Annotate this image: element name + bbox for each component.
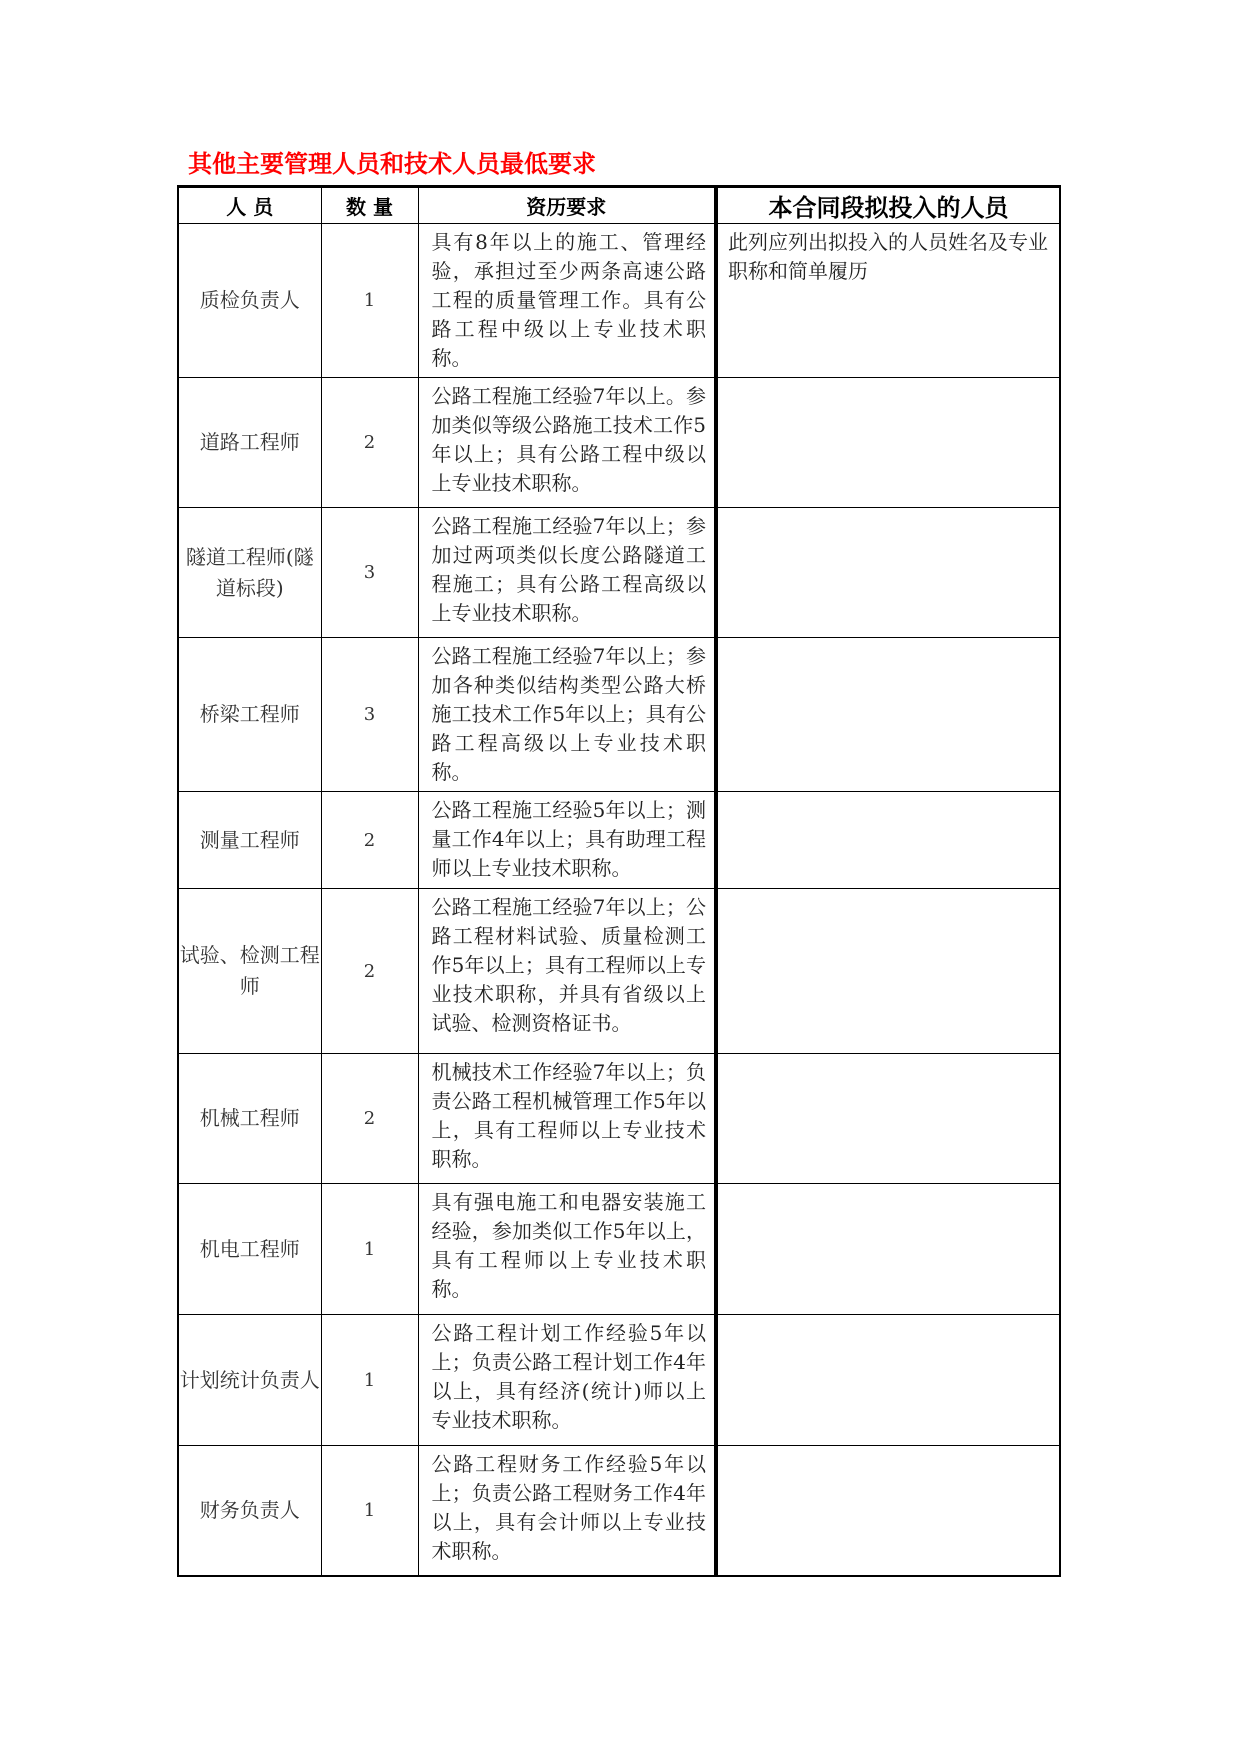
person-cell: 财务负责人 xyxy=(178,1446,321,1576)
person-cell: 试验、检测工程师 xyxy=(178,889,321,1054)
quantity-cell: 1 xyxy=(321,1446,418,1576)
proposed-cell: 此列应列出拟投入的人员姓名及专业职称和简单履历 xyxy=(716,224,1060,378)
header-proposed: 本合同段拟投入的人员 xyxy=(716,187,1060,224)
proposed-cell xyxy=(716,638,1060,792)
proposed-cell xyxy=(716,1184,1060,1315)
proposed-cell xyxy=(716,1054,1060,1184)
header-requirement: 资历要求 xyxy=(418,187,716,224)
person-cell: 隧道工程师(隧道标段) xyxy=(178,508,321,638)
requirement-cell: 具有8年以上的施工、管理经验，承担过至少两条高速公路工程的质量管理工作。具有公路工程中级以上专业技术职称。 xyxy=(418,224,716,378)
requirement-cell: 公路工程施工经验5年以上；测量工作4年以上；具有助理工程师以上专业技术职称。 xyxy=(418,792,716,889)
table-row xyxy=(178,1054,1060,1184)
page-title: 其他主要管理人员和技术人员最低要求 xyxy=(188,150,596,178)
quantity-cell: 3 xyxy=(321,508,418,638)
table-row xyxy=(178,224,1060,378)
quantity-cell: 2 xyxy=(321,889,418,1054)
header-quantity: 数 量 xyxy=(321,187,418,224)
requirement-cell: 具有强电施工和电器安装施工经验，参加类似工作5年以上，具有工程师以上专业技术职称。 xyxy=(418,1184,716,1315)
person-cell: 测量工程师 xyxy=(178,792,321,889)
quantity-cell: 2 xyxy=(321,378,418,508)
quantity-cell: 2 xyxy=(321,1054,418,1184)
person-cell: 计划统计负责人 xyxy=(178,1315,321,1446)
table-row xyxy=(178,1315,1060,1446)
requirement-cell: 机械技术工作经验7年以上；负责公路工程机械管理工作5年以上，具有工程师以上专业技术职称。 xyxy=(418,1054,716,1184)
requirement-cell: 公路工程施工经验7年以上；参加各种类似结构类型公路大桥施工技术工作5年以上；具有公路工程高级以上专业技术职称。 xyxy=(418,638,716,792)
proposed-cell xyxy=(716,889,1060,1054)
requirements-table xyxy=(177,185,1061,1577)
table-row xyxy=(178,792,1060,889)
table-row xyxy=(178,638,1060,792)
quantity-cell: 2 xyxy=(321,792,418,889)
quantity-cell: 3 xyxy=(321,638,418,792)
table-header-row xyxy=(178,187,1060,224)
proposed-cell xyxy=(716,792,1060,889)
table-row xyxy=(178,508,1060,638)
proposed-cell xyxy=(716,378,1060,508)
table-row xyxy=(178,889,1060,1054)
person-cell: 桥梁工程师 xyxy=(178,638,321,792)
quantity-cell: 1 xyxy=(321,224,418,378)
requirement-cell: 公路工程财务工作经验5年以上；负责公路工程财务工作4年以上，具有会计师以上专业技术职称。 xyxy=(418,1446,716,1576)
requirement-cell: 公路工程施工经验7年以上。参加类似等级公路施工技术工作5年以上；具有公路工程中级以上专业技术职称。 xyxy=(418,378,716,508)
quantity-cell: 1 xyxy=(321,1184,418,1315)
table-row xyxy=(178,1184,1060,1315)
proposed-cell xyxy=(716,1446,1060,1576)
table-row xyxy=(178,378,1060,508)
table-row xyxy=(178,1446,1060,1576)
person-cell: 机械工程师 xyxy=(178,1054,321,1184)
person-cell: 质检负责人 xyxy=(178,224,321,378)
proposed-cell xyxy=(716,1315,1060,1446)
person-cell: 道路工程师 xyxy=(178,378,321,508)
requirement-cell: 公路工程施工经验7年以上；公路工程材料试验、质量检测工作5年以上；具有工程师以上专业技术职称，并具有省级以上试验、检测资格证书。 xyxy=(418,889,716,1054)
requirement-cell: 公路工程计划工作经验5年以上；负责公路工程计划工作4年以上，具有经济(统计)师以上专业技术职称。 xyxy=(418,1315,716,1446)
header-person: 人 员 xyxy=(178,187,321,224)
quantity-cell: 1 xyxy=(321,1315,418,1446)
person-cell: 机电工程师 xyxy=(178,1184,321,1315)
requirement-cell: 公路工程施工经验7年以上；参加过两项类似长度公路隧道工程施工；具有公路工程高级以上专业技术职称。 xyxy=(418,508,716,638)
proposed-cell xyxy=(716,508,1060,638)
